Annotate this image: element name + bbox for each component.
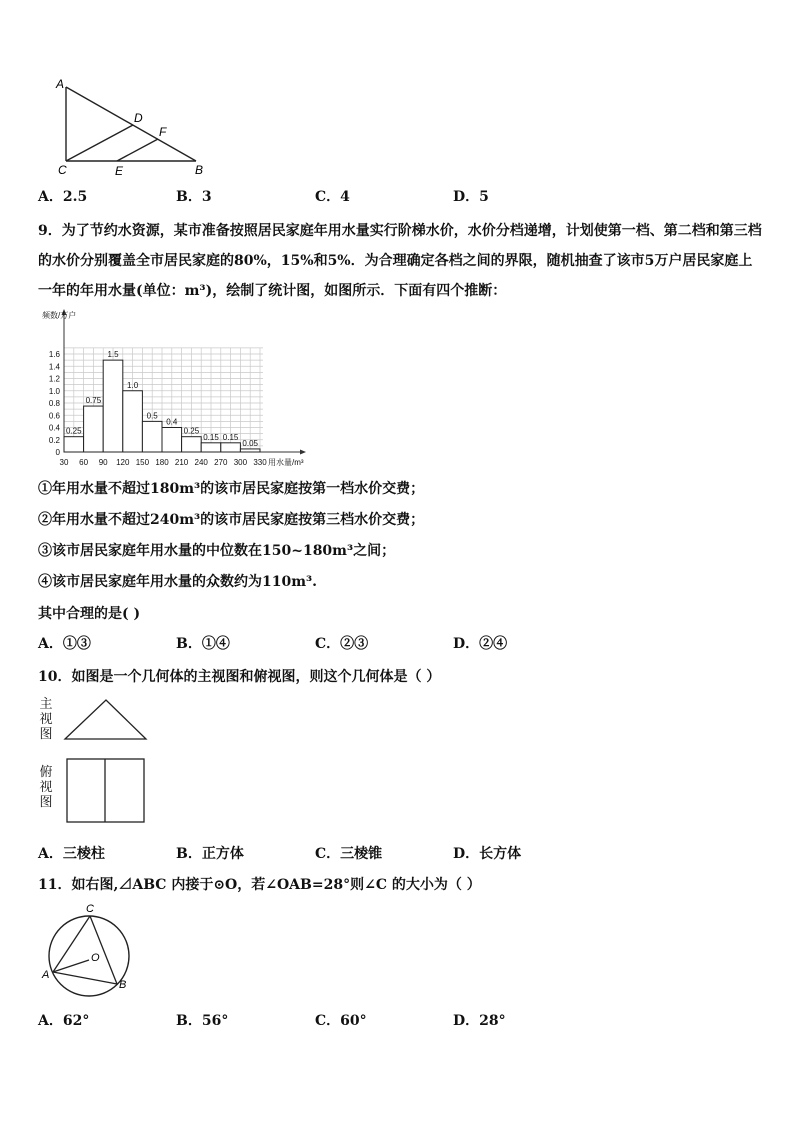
- q9-option-c[interactable]: C．②③: [315, 636, 369, 652]
- x-axis-title: 用水量/m³: [268, 458, 304, 467]
- front-view-triangle: [62, 696, 150, 742]
- q11-question: 11．如右图,⊿ABC 内接于⊙O，若∠OAB=28°则∠C 的大小为（ ）: [38, 877, 481, 893]
- q10-option-b[interactable]: B．正方体: [176, 846, 244, 862]
- q9-statement-2: ②年用水量不超过240m³的该市居民家庭按第三档水价交费；: [38, 512, 425, 528]
- y-tick-label-origin: 0: [55, 448, 60, 457]
- label-E: E: [115, 164, 124, 178]
- y-tick-label: 0.6: [48, 411, 60, 421]
- bar-value-label: 0.25: [183, 426, 200, 436]
- label-D: D: [134, 111, 143, 125]
- q11-option-a[interactable]: A．62°: [38, 1013, 90, 1029]
- histogram-bar: [221, 443, 241, 452]
- bar-value-label: 0.05: [242, 438, 258, 448]
- y-tick-label: 1.4: [48, 362, 60, 372]
- top-view-label: [38, 765, 54, 810]
- segment-AB: [53, 972, 117, 984]
- top-view-char-2: 视: [39, 780, 53, 795]
- label-C: C: [86, 903, 94, 915]
- bar-value-label: 1.0: [127, 380, 139, 390]
- q9-histogram-chart: [36, 306, 336, 470]
- front-view-char-1: 主: [39, 697, 53, 712]
- q8-option-c[interactable]: C．4: [315, 189, 350, 205]
- segment-CD: [66, 125, 133, 161]
- segment-AC: [53, 916, 90, 972]
- segment-AO: [53, 960, 89, 972]
- y-tick-label: 1.6: [48, 350, 60, 359]
- histogram-bar: [162, 428, 182, 453]
- y-axis-title: 频数/万户: [42, 311, 77, 320]
- label-O: O: [91, 952, 100, 964]
- q9-statement-1: ①年用水量不超过180m³的该市居民家庭按第一档水价交费；: [38, 481, 425, 497]
- top-view-char-1: 俯: [39, 765, 53, 780]
- q10-option-c[interactable]: C．三棱锥: [315, 846, 383, 862]
- histogram-bar: [182, 437, 202, 452]
- bar-value-label: 1.5: [107, 350, 119, 360]
- q9-question-line-2: 的水价分别覆盖全市居民家庭的80%，15%和5%．为合理确定各档之间的界限，随机抽查了该市5万户居民家庭上: [38, 253, 753, 269]
- q11-option-d[interactable]: D．28°: [453, 1013, 506, 1029]
- front-view-char-2: 视: [39, 712, 53, 727]
- x-tick-label: 180: [155, 458, 169, 467]
- x-tick-label: 330: [253, 458, 267, 467]
- x-tick-label: 30: [59, 458, 69, 467]
- front-view-char-3: 图: [39, 727, 53, 742]
- x-tick-label: 150: [135, 458, 150, 467]
- y-tick-label: 1.0: [48, 386, 60, 396]
- x-tick-label: 60: [79, 458, 89, 467]
- y-tick-label: 0.8: [48, 399, 60, 408]
- q8-option-a[interactable]: A．2.5: [38, 189, 88, 205]
- q10-question: 10．如图是一个几何体的主视图和俯视图，则这个几何体是（ ）: [38, 669, 441, 685]
- q9-option-b[interactable]: B．①④: [176, 636, 230, 652]
- x-tick-label: 90: [98, 458, 108, 467]
- q9-statement-3: ③该市居民家庭年用水量的中位数在150~180m³之间；: [38, 543, 396, 559]
- front-view-label: [38, 697, 54, 742]
- histogram-bar: [240, 449, 260, 452]
- q10-option-d[interactable]: D．长方体: [453, 846, 522, 862]
- label-F: F: [159, 125, 167, 139]
- y-tick-label: 0.2: [48, 435, 60, 445]
- label-B: B: [119, 979, 127, 991]
- histogram-bar: [123, 391, 143, 452]
- bar-value-label: 0.25: [66, 426, 82, 436]
- q8-triangle-figure: [52, 76, 212, 180]
- x-tick-label: 300: [233, 458, 248, 467]
- q9-question-line-1: 9．为了节约水资源，某市准备按照居民家庭年用水量实行阶梯水价，水价分档递增，计划使第一档、第二档和第三档: [38, 223, 762, 239]
- q11-circle-figure: [38, 900, 138, 1000]
- x-tick-label: 270: [214, 458, 228, 467]
- x-tick-label: 240: [194, 458, 208, 467]
- label-C: C: [58, 163, 67, 177]
- x-tick-label: 210: [174, 458, 189, 467]
- x-tick-label: 120: [116, 458, 130, 467]
- bar-value-label: 0.4: [166, 417, 178, 427]
- bar-value-label: 0.5: [146, 411, 158, 421]
- q11-option-b[interactable]: B．56°: [176, 1013, 229, 1029]
- histogram-bar: [84, 406, 104, 452]
- bar-value-label: 0.15: [203, 432, 219, 442]
- top-view-char-3: 图: [39, 795, 53, 810]
- histogram-bar: [142, 421, 162, 452]
- q8-option-d[interactable]: D．5: [453, 189, 489, 205]
- y-tick-label: 0.4: [48, 423, 60, 433]
- bar-value-label: 0.15: [222, 432, 239, 442]
- x-axis-arrow: [300, 450, 306, 455]
- q9-statement-4: ④该市居民家庭年用水量的众数约为110m³.: [38, 574, 318, 590]
- q11-option-c[interactable]: C．60°: [315, 1013, 367, 1029]
- top-view-rectangle: [66, 758, 146, 824]
- segment-EF: [117, 139, 158, 161]
- histogram-bar: [64, 437, 84, 452]
- histogram-bar: [103, 360, 123, 452]
- q9-option-a[interactable]: A．①③: [38, 636, 91, 652]
- q8-option-b[interactable]: B．3: [176, 189, 212, 205]
- label-B: B: [195, 163, 204, 177]
- bar-value-label: 0.75: [85, 396, 102, 406]
- q9-prompt: 其中合理的是( ): [38, 606, 141, 622]
- q9-question-line-3: 一年的年用水量(单位：m³)，绘制了统计图，如图所示．下面有四个推断：: [38, 283, 507, 299]
- q10-option-a[interactable]: A．三棱柱: [38, 846, 105, 862]
- label-A: A: [42, 969, 50, 981]
- segment-CB: [90, 916, 117, 984]
- histogram-bar: [201, 443, 221, 452]
- label-A: A: [56, 77, 65, 91]
- y-tick-label: 1.2: [48, 374, 60, 384]
- q9-option-d[interactable]: D．②④: [453, 636, 508, 652]
